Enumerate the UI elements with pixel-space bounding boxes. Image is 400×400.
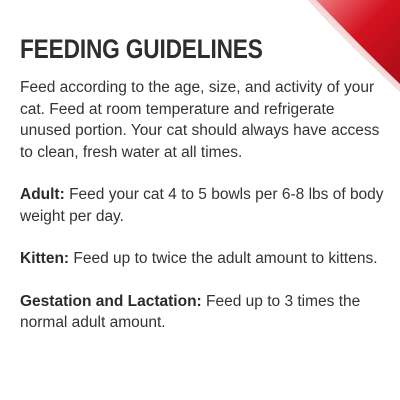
- section-gestation-lactation-label: Gestation and Lactation:: [20, 292, 202, 310]
- section-kitten-label: Kitten:: [20, 250, 70, 267]
- section-kitten-text: Feed up to twice the adult amount to kittens.: [69, 250, 378, 267]
- section-gestation-lactation-text: Feed up to 3 times the normal adult amount.: [20, 292, 361, 331]
- section-adult: [20, 184, 386, 227]
- section-gestation-lactation: [20, 291, 386, 334]
- page-title: FEEDING GUIDELINES: [20, 34, 263, 64]
- intro-paragraph: Feed according to the age, size, and activity of your cat. Feed at room temperature and refrigerate unused portion. Your cat should always have access to clean, fresh water at all times.: [20, 79, 380, 161]
- section-adult-text: Feed your cat 4 to 5 bowls per 6-8 lbs of body weight per day.: [20, 186, 384, 225]
- feeding-guidelines-panel: [20, 34, 386, 355]
- section-kitten: [20, 248, 386, 270]
- section-adult-label: Adult:: [20, 186, 65, 203]
